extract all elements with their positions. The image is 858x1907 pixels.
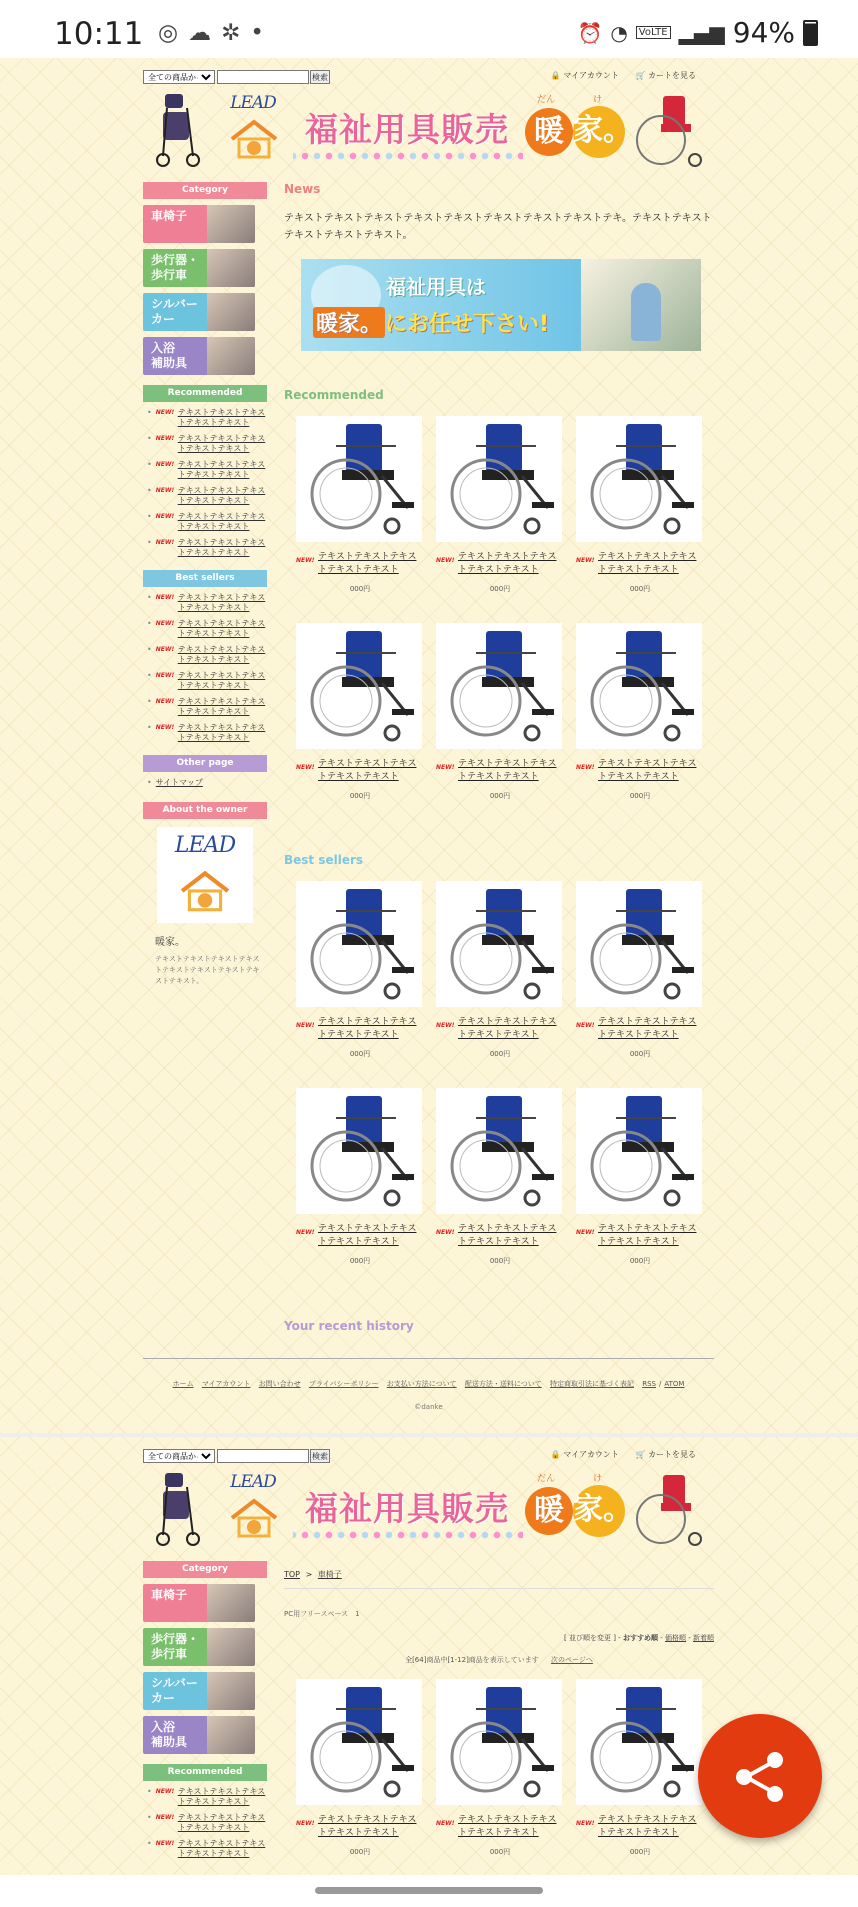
caregiver-photo — [581, 259, 701, 351]
category-bath[interactable] — [143, 1716, 255, 1754]
product-card[interactable] — [436, 1088, 564, 1265]
category-heading: Category — [143, 1561, 267, 1578]
house-icon — [179, 869, 231, 913]
category-select[interactable] — [143, 70, 215, 84]
sitemap-link[interactable]: • サイトマップ — [147, 778, 203, 787]
battery-icon — [803, 20, 818, 46]
battery-percent: 94% — [732, 16, 795, 49]
product-card[interactable] — [296, 416, 424, 593]
category-walker-photo — [207, 249, 255, 287]
product-name[interactable] — [436, 1016, 564, 1042]
product-image[interactable] — [296, 623, 422, 749]
house-icon — [229, 119, 279, 159]
category-bath-label: 入浴 補助具 — [151, 1720, 188, 1749]
product-card[interactable] — [436, 623, 564, 800]
category-bath[interactable] — [143, 337, 255, 375]
list-item[interactable]: • NEW! テキストテキストテキストテキストテキスト — [147, 486, 266, 505]
product-image[interactable] — [296, 881, 422, 1007]
new-badge: NEW! — [576, 1820, 595, 1827]
share-icon — [698, 1714, 822, 1838]
category-silvercar-label: シルバー カー — [151, 1676, 198, 1705]
product-name-text[interactable]: テキストテキストテキストテキストテキスト — [458, 759, 557, 782]
list-item[interactable]: • NEW! テキストテキストテキストテキストテキスト — [147, 460, 266, 479]
new-badge: NEW! — [296, 1022, 315, 1029]
product-price: 000円 — [629, 1257, 651, 1265]
system-icons — [577, 16, 818, 49]
wheelchair-image — [296, 623, 422, 749]
product-name[interactable] — [576, 758, 704, 784]
red-wheelchair-image — [633, 90, 708, 170]
owner-logo: LEAD — [157, 827, 253, 923]
product-name[interactable] — [576, 1814, 704, 1840]
free-space: PC用フリースペース 1 — [284, 1610, 360, 1618]
wheelchair-image — [436, 623, 562, 749]
wheelchair-image — [576, 1679, 702, 1805]
category-walker[interactable] — [143, 249, 255, 287]
furigana-dan: だん — [537, 95, 556, 105]
list-item[interactable]: • NEW! テキストテキストテキストテキストテキスト — [147, 671, 266, 690]
product-name-text[interactable]: テキストテキストテキストテキストテキスト — [318, 552, 417, 575]
promo-banner[interactable] — [301, 259, 701, 351]
product-grid — [296, 1679, 716, 1875]
footer-link-privacy[interactable]: プライバシーポリシー — [308, 1380, 379, 1388]
alarm-icon: ⏰ — [577, 20, 603, 45]
product-card[interactable] — [576, 1088, 704, 1265]
footer-link-shipping[interactable]: 配送方法・送料について — [464, 1380, 542, 1388]
product-price: 000円 — [489, 585, 511, 593]
product-name-text[interactable]: テキストテキストテキストテキストテキスト — [458, 1017, 557, 1040]
sort-bar: [ 並び順を変更 ] - おすすめ順 - 価格順 - 新着順 — [564, 1634, 714, 1642]
footer — [143, 1358, 714, 1411]
product-name-text[interactable]: テキストテキストテキストテキストテキスト — [318, 1017, 417, 1040]
category-walker-label: 歩行器・ 歩行車 — [151, 1632, 200, 1661]
sidebar — [143, 182, 267, 987]
news-text: テキストテキストテキストテキストテキストテキストテキストテキストテキ。テキストテキストテキストテキストテキスト。 — [284, 213, 712, 241]
product-card[interactable] — [296, 1679, 424, 1856]
product-price: 000円 — [349, 585, 371, 593]
category-select[interactable] — [143, 1449, 215, 1463]
brand-dan: 暖 — [525, 1487, 573, 1535]
notification-icons — [158, 20, 274, 46]
product-image[interactable] — [436, 881, 562, 1007]
page-top — [0, 58, 858, 1433]
recommended-list — [143, 402, 267, 566]
silver-car-image — [153, 90, 205, 168]
new-badge: NEW! — [436, 764, 455, 771]
cloud-icon: ☁ — [188, 20, 222, 46]
new-badge: NEW! — [296, 764, 315, 771]
product-card[interactable] — [296, 1088, 424, 1265]
footer-link-rss[interactable]: RSS — [642, 1380, 656, 1388]
product-card[interactable] — [576, 881, 704, 1058]
new-badge: NEW! — [576, 1229, 595, 1236]
product-name[interactable] — [296, 1016, 424, 1042]
footer-link-atom[interactable]: ATOM — [664, 1380, 685, 1388]
product-price: 000円 — [629, 792, 651, 800]
category-silvercar-label: シルバー カー — [151, 297, 198, 326]
search-bar — [143, 70, 714, 86]
wheelchair-image — [576, 881, 702, 1007]
new-badge: NEW! — [296, 1229, 315, 1236]
notification-icon: ◎ — [158, 20, 189, 46]
search-button[interactable]: 検索 — [310, 1449, 330, 1463]
new-badge: NEW! — [436, 1820, 455, 1827]
news-title: News — [284, 182, 321, 196]
category-wheelchair-label: 車椅子 — [151, 1588, 188, 1602]
breadcrumb-top[interactable]: TOP — [284, 1570, 301, 1579]
product-image[interactable] — [576, 416, 702, 542]
list-item[interactable]: • NEW! テキストテキストテキストテキストテキスト — [147, 434, 266, 453]
search-bar — [143, 1449, 714, 1465]
product-card[interactable] — [576, 1679, 704, 1856]
product-name-text[interactable]: テキストテキストテキストテキストテキスト — [318, 1815, 417, 1838]
recommended-heading: Recommended — [143, 1764, 267, 1781]
category-silvercar[interactable] — [143, 293, 255, 331]
item-count-text: 全[64]商品中[1-12]商品を表示しています — [405, 1656, 539, 1664]
product-name[interactable] — [436, 1814, 564, 1840]
home-gesture-bar[interactable] — [315, 1887, 543, 1894]
product-image[interactable] — [296, 416, 422, 542]
new-badge: NEW! — [576, 1022, 595, 1029]
list-item[interactable]: • NEW! テキストテキストテキストテキストテキスト — [147, 645, 266, 664]
product-price: 000円 — [489, 792, 511, 800]
item-count — [284, 1655, 714, 1665]
category-walker[interactable] — [143, 1628, 255, 1666]
product-card[interactable] — [296, 623, 424, 800]
wheelchair-image — [436, 1679, 562, 1805]
product-name[interactable] — [296, 551, 424, 577]
product-name[interactable] — [296, 1223, 424, 1249]
wheelchair-image — [296, 416, 422, 542]
category-silvercar-photo — [207, 293, 255, 331]
footer-link-account[interactable]: マイアカウント — [201, 1380, 251, 1388]
sort-label: [ 並び順を変更 ] - — [564, 1634, 621, 1642]
recommended-list — [143, 1781, 267, 1867]
crumb-divider — [284, 1588, 714, 1589]
brand-ke: 家。 — [573, 106, 625, 158]
product-name[interactable] — [576, 1016, 704, 1042]
banner-title: 福祉用具販売 — [305, 110, 509, 149]
category-wheelchair-photo — [207, 1584, 255, 1622]
other-list — [143, 772, 267, 796]
breadcrumb — [284, 1569, 714, 1580]
product-image[interactable] — [576, 1088, 702, 1214]
product-card[interactable] — [296, 881, 424, 1058]
product-card[interactable] — [436, 416, 564, 593]
recommended-title: Recommended — [284, 388, 384, 402]
top-links — [537, 1449, 696, 1460]
product-card[interactable] — [576, 623, 704, 800]
product-image[interactable] — [436, 416, 562, 542]
category-walker-photo — [207, 1628, 255, 1666]
product-image[interactable] — [436, 1088, 562, 1214]
product-image[interactable] — [436, 623, 562, 749]
new-badge: NEW! — [296, 557, 315, 564]
product-name-text[interactable]: テキストテキストテキストテキストテキスト — [318, 759, 417, 782]
product-name[interactable] — [576, 551, 704, 577]
list-item[interactable]: • NEW! テキストテキストテキストテキストテキスト — [147, 723, 266, 742]
promo-line1: 福祉用具は — [386, 275, 486, 299]
share-button[interactable] — [698, 1714, 822, 1838]
product-card[interactable] — [436, 1679, 564, 1856]
product-price: 000円 — [349, 1050, 371, 1058]
list-item[interactable]: • NEW! テキストテキストテキストテキストテキスト — [147, 512, 266, 531]
promo-line2: 暖家。 にお任せ下さい! — [313, 307, 549, 338]
recommended-grid — [296, 416, 716, 806]
cart-link[interactable]: 🛒 カートを見る — [635, 1450, 696, 1459]
product-price: 000円 — [489, 1848, 511, 1856]
product-name-text[interactable]: テキストテキストテキストテキストテキスト — [598, 1815, 697, 1838]
product-name[interactable] — [296, 1814, 424, 1840]
nav-bar — [0, 1875, 858, 1907]
wheelchair-image — [436, 416, 562, 542]
product-name[interactable] — [436, 758, 564, 784]
product-price: 000円 — [629, 585, 651, 593]
next-page-link[interactable]: 次のページへ — [551, 1656, 593, 1664]
footer-link-legal[interactable]: 特定商取引法に基づく表記 — [549, 1380, 634, 1388]
wheelchair-image — [296, 881, 422, 1007]
category-wheelchair[interactable] — [143, 205, 255, 243]
bestsellers-heading: Best sellers — [143, 570, 267, 587]
owner-heading: About the owner — [143, 802, 267, 819]
owner-description: テキストテキストテキストテキストテキストテキストテキストテキストテキスト。 — [155, 955, 260, 985]
footer-link-payment[interactable]: お支払い方法について — [386, 1380, 457, 1388]
banner-title: 福祉用具販売 — [305, 1489, 509, 1528]
silver-car-image — [153, 1469, 205, 1547]
product-image[interactable] — [576, 1679, 702, 1805]
new-badge: NEW! — [576, 557, 595, 564]
product-name-text[interactable]: テキストテキストテキストテキストテキスト — [318, 1224, 417, 1247]
new-badge: NEW! — [576, 764, 595, 771]
list-item[interactable]: • NEW! テキストテキストテキストテキストテキスト — [147, 538, 266, 557]
wheelchair-image — [576, 416, 702, 542]
list-item[interactable]: • NEW! テキストテキストテキストテキストテキスト — [147, 1787, 266, 1806]
list-item[interactable]: • NEW! テキストテキストテキストテキストテキスト — [147, 593, 266, 612]
list-item[interactable]: • NEW! テキストテキストテキストテキストテキスト — [147, 697, 266, 716]
product-name-text[interactable]: テキストテキストテキストテキストテキスト — [458, 1224, 557, 1247]
product-image[interactable] — [576, 881, 702, 1007]
furigana-ke: け — [593, 1474, 603, 1484]
breadcrumb-separator: > — [305, 1570, 313, 1579]
brand-ke: 家。 — [573, 1485, 625, 1537]
furigana-dan: だん — [537, 1474, 556, 1484]
search-button[interactable]: 検索 — [310, 70, 330, 84]
cart-link[interactable]: 🛒 カートを見る — [635, 71, 696, 80]
product-price: 000円 — [489, 1257, 511, 1265]
bestsellers-title: Best sellers — [284, 853, 364, 867]
clock: 10:11 — [54, 16, 144, 52]
main-content — [284, 182, 714, 1382]
wheelchair-image — [576, 623, 702, 749]
category-silvercar-photo — [207, 1672, 255, 1710]
wifi-icon: ◔ — [610, 20, 628, 45]
breadcrumb-category[interactable]: 車椅子 — [317, 1570, 342, 1579]
owner-name: 暖家。 — [155, 937, 185, 948]
status-bar — [0, 0, 858, 58]
product-name-text[interactable]: テキストテキストテキストテキストテキスト — [598, 552, 697, 575]
category-bath-label: 入浴 補助具 — [151, 341, 188, 370]
sort-recommended[interactable]: おすすめ順 — [622, 1634, 659, 1642]
copyright: ©danke — [414, 1403, 443, 1411]
sort-new[interactable]: 新着順 — [693, 1634, 714, 1642]
footer-links: ホーム マイアカウント お問い合わせ プライバシーポリシー お支払い方法について 配送方法・送料について 特定商取引法に基づく表記 RSS / ATOM — [172, 1380, 685, 1388]
footer-link-contact[interactable]: お問い合わせ — [258, 1380, 301, 1388]
new-badge: NEW! — [436, 1229, 455, 1236]
furigana-ke: け — [593, 95, 603, 105]
brand-dan: 暖 — [525, 108, 573, 156]
search-input[interactable] — [217, 70, 309, 84]
wheelchair-image — [436, 1088, 562, 1214]
top-links — [537, 70, 696, 81]
product-name[interactable] — [436, 551, 564, 577]
wheelchair-image — [296, 1679, 422, 1805]
main-content — [284, 1561, 714, 1875]
bestsellers-grid — [296, 881, 716, 1271]
product-name[interactable] — [296, 758, 424, 784]
new-badge: NEW! — [296, 1820, 315, 1827]
product-price: 000円 — [349, 792, 371, 800]
signal-icon: ▂▄▆ — [678, 20, 725, 45]
category-silvercar[interactable] — [143, 1672, 255, 1710]
list-item[interactable]: • NEW! テキストテキストテキストテキストテキスト — [147, 619, 266, 638]
new-badge: NEW! — [436, 557, 455, 564]
category-wheelchair-photo — [207, 205, 255, 243]
product-name[interactable] — [436, 1223, 564, 1249]
product-price: 000円 — [489, 1050, 511, 1058]
other-heading: Other page — [143, 755, 267, 772]
dot-icon: • — [250, 20, 274, 46]
header-banner[interactable] — [143, 1469, 714, 1549]
list-item[interactable]: • NEW! テキストテキストテキストテキストテキスト — [147, 1839, 266, 1858]
history-title: Your recent history — [284, 1319, 414, 1333]
lead-logo: LEAD — [223, 93, 283, 163]
footer-link-home[interactable]: ホーム — [172, 1380, 194, 1388]
product-image[interactable] — [296, 1679, 422, 1805]
sort-price[interactable]: 価格順 — [665, 1634, 687, 1642]
lead-logo: LEAD — [223, 1472, 283, 1542]
product-name-text[interactable]: テキストテキストテキストテキストテキスト — [598, 1224, 697, 1247]
search-input[interactable] — [217, 1449, 309, 1463]
category-wheelchair-label: 車椅子 — [151, 209, 188, 223]
product-price: 000円 — [629, 1848, 651, 1856]
account-link[interactable]: 🔒 マイアカウント — [550, 71, 619, 80]
pinwheel-icon: ✲ — [221, 20, 251, 46]
category-bath-photo — [207, 1716, 255, 1754]
product-card[interactable] — [436, 881, 564, 1058]
category-heading: Category — [143, 182, 267, 199]
volte-icon: VoLTE — [636, 26, 671, 39]
product-name[interactable] — [576, 1223, 704, 1249]
recommended-heading: Recommended — [143, 385, 267, 402]
wheelchair-image — [576, 1088, 702, 1214]
account-link[interactable]: 🔒 マイアカウント — [550, 1450, 619, 1459]
banner-dots — [293, 1529, 523, 1541]
list-item[interactable]: • NEW! テキストテキストテキストテキストテキスト — [147, 1813, 266, 1832]
product-name-text[interactable]: テキストテキストテキストテキストテキスト — [458, 552, 557, 575]
list-item[interactable]: • NEW! テキストテキストテキストテキストテキスト — [147, 408, 266, 427]
header-banner[interactable] — [143, 90, 714, 170]
category-wheelchair[interactable] — [143, 1584, 255, 1622]
product-price: 000円 — [349, 1257, 371, 1265]
banner-dots — [293, 150, 523, 162]
sidebar — [143, 1561, 267, 1867]
wheelchair-image — [436, 881, 562, 1007]
red-wheelchair-image — [633, 1469, 708, 1549]
product-price: 000円 — [629, 1050, 651, 1058]
product-name-text[interactable]: テキストテキストテキストテキストテキスト — [598, 759, 697, 782]
product-image[interactable] — [296, 1088, 422, 1214]
category-walker-label: 歩行器・ 歩行車 — [151, 253, 200, 282]
category-bath-photo — [207, 337, 255, 375]
house-icon — [229, 1498, 279, 1538]
product-price: 000円 — [349, 1848, 371, 1856]
footer-divider — [143, 1358, 714, 1359]
new-badge: NEW! — [436, 1022, 455, 1029]
product-image[interactable] — [436, 1679, 562, 1805]
product-card[interactable] — [576, 416, 704, 593]
bestsellers-list — [143, 587, 267, 751]
product-name-text[interactable]: テキストテキストテキストテキストテキスト — [598, 1017, 697, 1040]
wheelchair-image — [296, 1088, 422, 1214]
product-name-text[interactable]: テキストテキストテキストテキストテキスト — [458, 1815, 557, 1838]
product-image[interactable] — [576, 623, 702, 749]
